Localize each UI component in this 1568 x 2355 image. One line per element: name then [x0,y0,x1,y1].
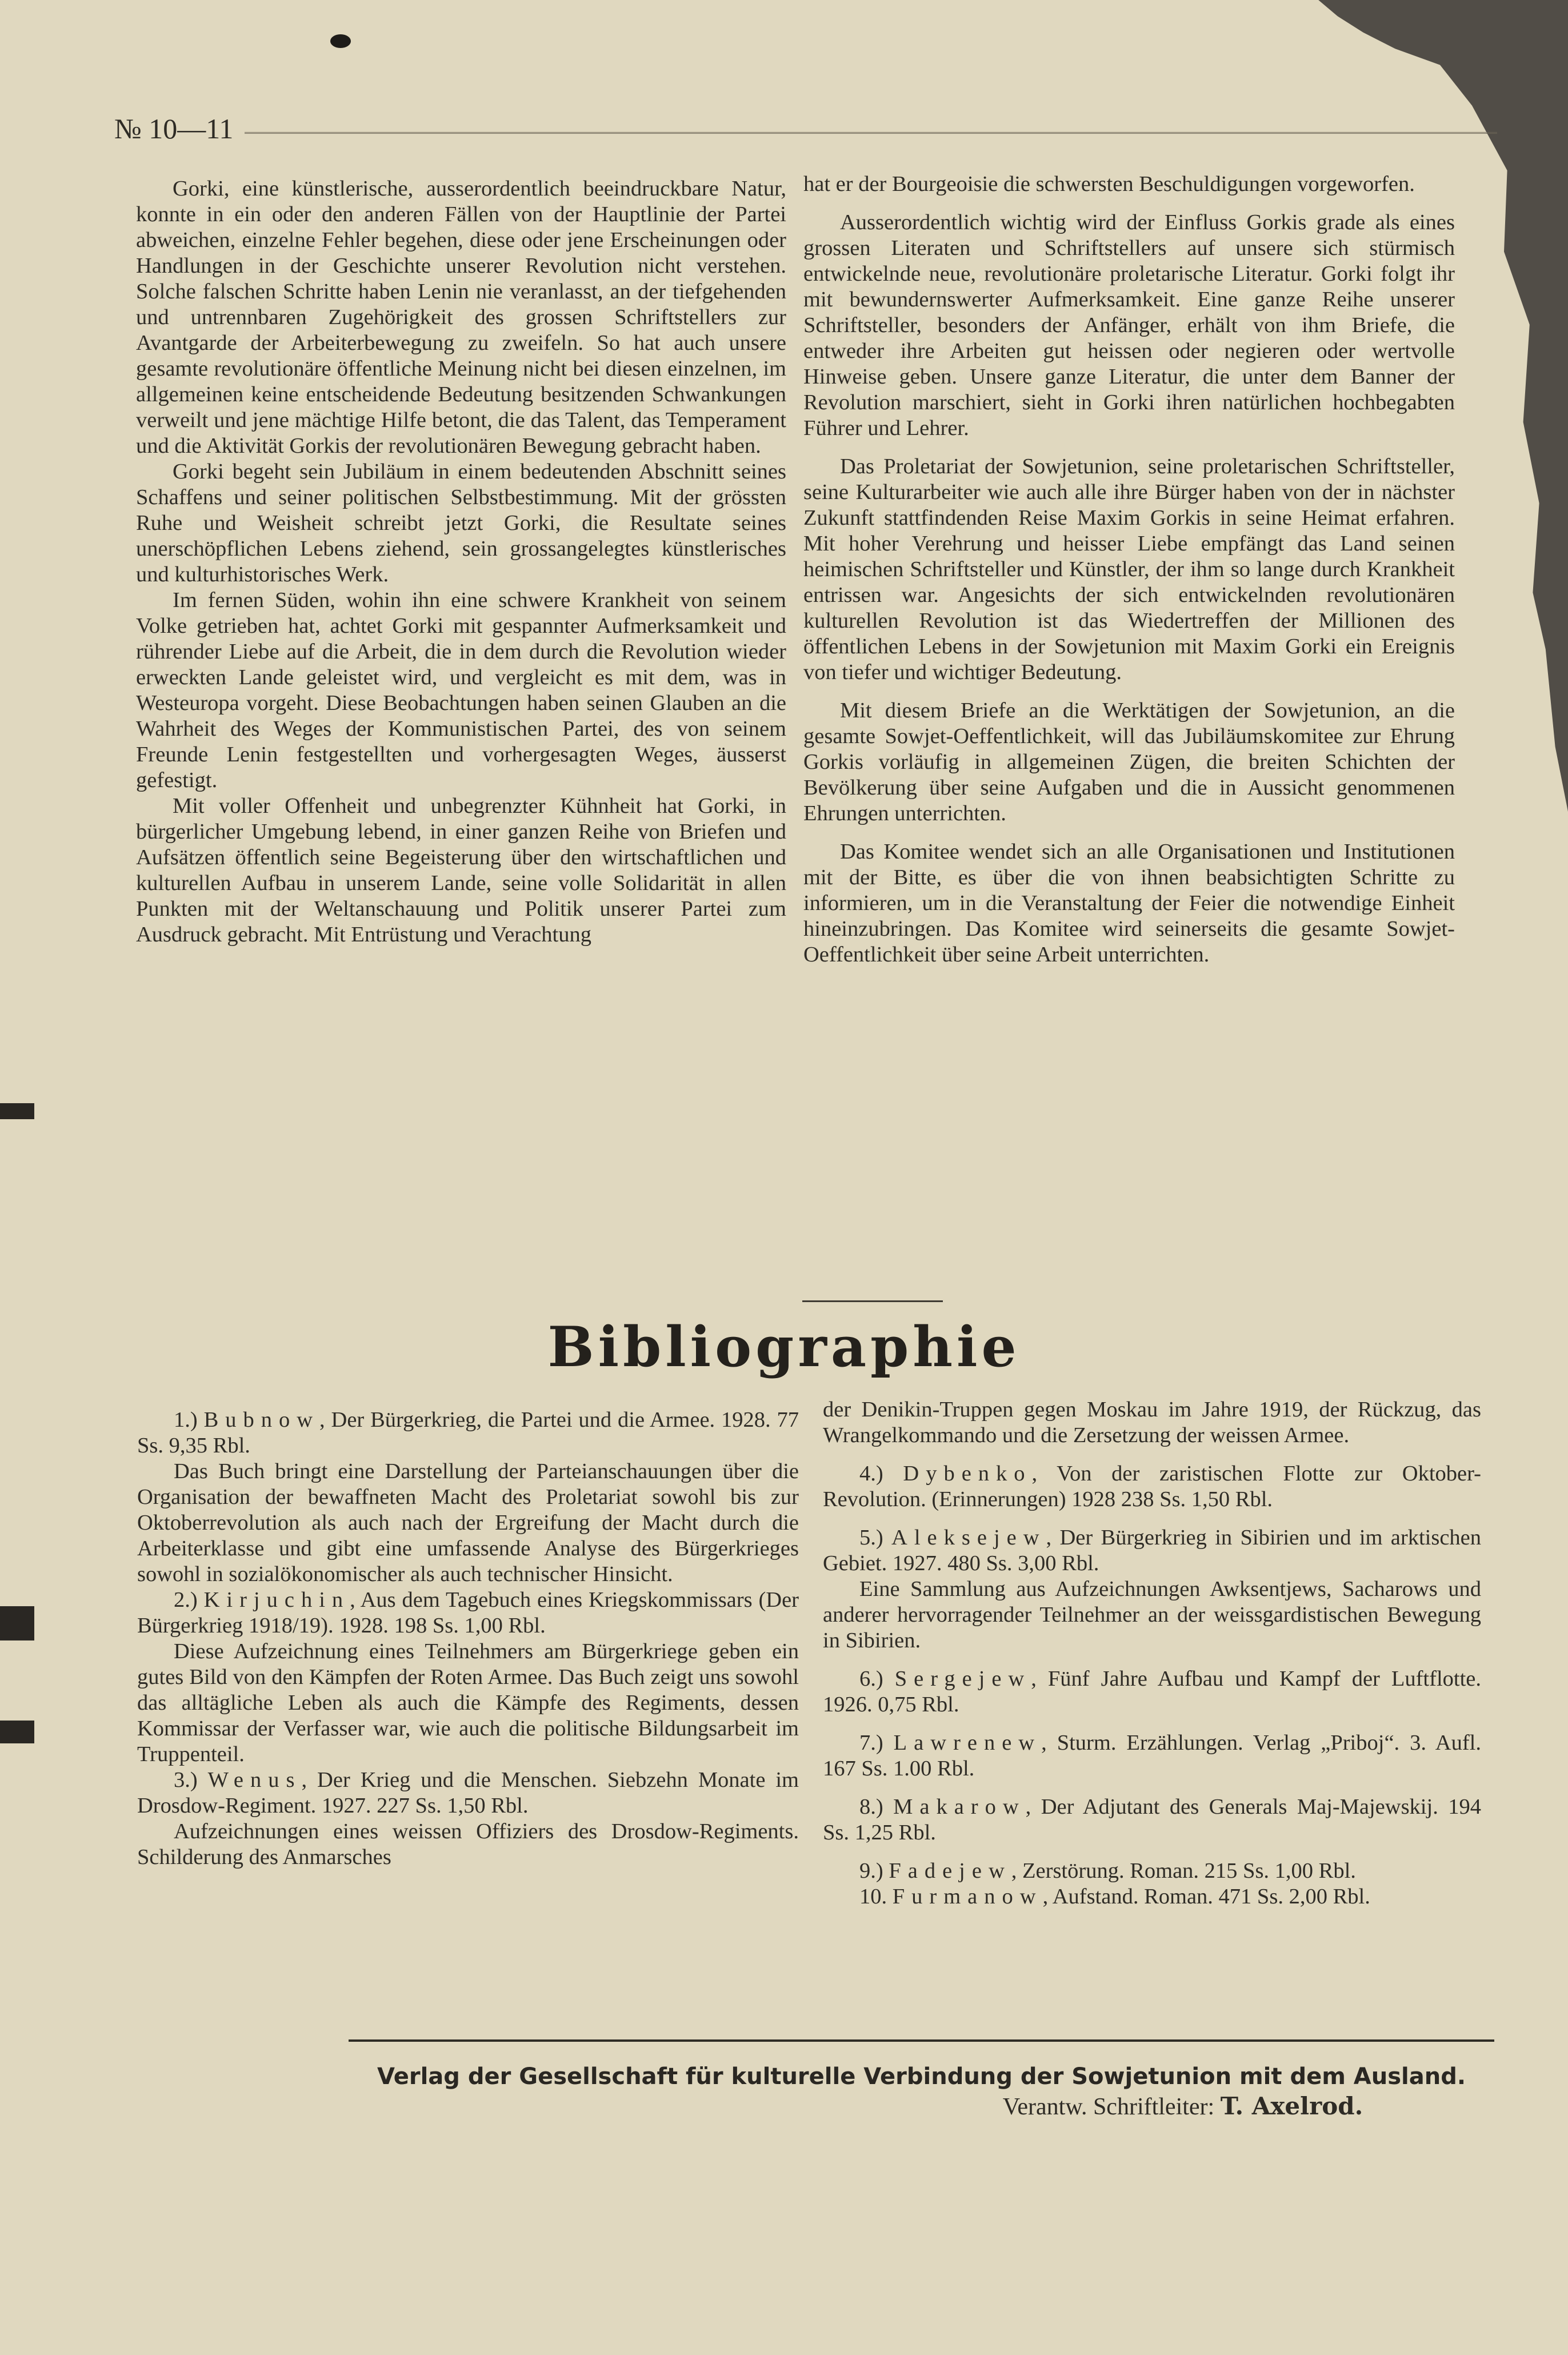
editor-line [880,2092,1486,2121]
article-paragraph: Im fernen Süden, wohin ihn eine schwere Krankheit von seinem Volke getrieben hat, achtet Gorki mit gespannter Aufmerksamkeit und rührender Liebe auf die Arbeit, die in dem durch die Revolution wieder erweckten Lande geleistet wird, und vergleicht es mit dem, was in Westeuropa vorgeht. Diese Beobachtungen haben seinen Glauben an die Wahrheit des Weges der Kommunistischen Partei, des von seinem Freunde Lenin festgestellten und vorhergesagten Weges, äusserst gefestigt. [136,588,786,792]
article-paragraph: Das Komitee wendet sich an alle Organisationen und Institutionen mit der Bitte, es über die von ihnen beabsichtigten Schritte zu informieren, um in die Veranstaltung der Feier die notwendige Einheit hineinzubringen. Das Komitee wird seinerseits die gesamte Sowjet-Oeffentlichkeit über seine Arbeit unterrichten. [803,840,1455,967]
footer-rule [349,2039,1494,2042]
entry-description: Eine Sammlung aus Aufzeichnungen Awksentjews, Sacharows und anderer hervorragender Teilnehmer an der weissgardistischen Bewegung in Sibirien. [823,1577,1481,1653]
entry-author: Dybenko [903,1462,1032,1486]
bibliography-right-column [823,1397,1481,1910]
article-paragraph: Das Proletariat der Sowjetunion, seine proletarischen Schriftsteller, seine Kulturarbeiter wie auch alle ihre Bürger haben von der in nächster Zukunft stattfindenden Reise Maxim Gorkis in seine Heimat erfahren. Mit hoher Verehrung und heisser Liebe empfängt das Land seinen heimischen Schriftsteller und Künstler, der ihm so lange durch Krankheit entrissen war. Angesichts der sich entwickelnden revolutionären kulturellen Revolution ist das Wiedertreffen der Millionen des öffentlichen Lebens in der Sowjetunion mit Maxim Gorki ein Ereignis von tiefer und wichtiger Bedeutung. [803,454,1455,684]
ink-spot [330,34,351,48]
entry-details: , Zerstörung. Roman. 215 Ss. 1,00 Rbl. [1011,1859,1356,1883]
bibliography-entry [137,1587,799,1639]
bibliography-entry [823,1666,1481,1718]
article-paragraph: hat er der Bourgeoisie die schwersten Beschuldigungen vorgeworfen. [803,172,1415,196]
entry-description: der Denikin-Truppen gegen Moskau im Jahre 1919, der Rückzug, das Wrangelkommando und die Zersetzung der weissen Armee. [823,1398,1481,1447]
bibliography-entry [137,1767,799,1819]
entry-number: 2.) [174,1588,198,1612]
article-left-column [136,176,786,948]
entry-number: 1.) [174,1408,198,1432]
entry-details: , Der Adjutant des Generals Maj-Majewskij. 194 Ss. 1,25 Rbl. [823,1795,1481,1845]
header-rule [245,132,1497,134]
entry-author: Lawrenew [893,1731,1042,1755]
bibliography-left-column [137,1407,799,1870]
issue-number: № 10—11 [114,113,234,145]
entry-number: 7.) [859,1731,883,1755]
entry-number: 10. [859,1885,887,1909]
bibliography-entry [823,1461,1481,1512]
bibliography-entry [823,1794,1481,1846]
entry-author: Fadejew [889,1859,1011,1883]
entry-author: Aleksejew [891,1526,1046,1550]
binding-mark [0,1721,34,1743]
entry-author: Furmanow [892,1885,1043,1909]
entry-details: , Sturm. Erzählungen. Verlag „Priboj“. 3. Aufl. 167 Ss. 1.00 Rbl. [823,1731,1481,1781]
entry-number: 9.) [859,1859,883,1883]
entry-author: Sergejew [894,1667,1031,1691]
entry-number: 3.) [174,1768,198,1792]
binding-mark [0,1606,34,1640]
entry-number: 4.) [859,1462,883,1486]
entry-author: Makarow [893,1795,1026,1819]
bibliography-title: Bibliographie [547,1315,1021,1379]
entry-details: , Von der zaristischen Flotte zur Oktober-Revolution. (Erinnerungen) 1928 238 Ss. 1,50 Rbl. [823,1462,1481,1511]
article-paragraph: Gorki, eine künstlerische, ausserordentlich beeindruckbare Natur, konnte in ein oder den anderen Fällen von der Hauptlinie der Partei abweichen, einzelne Fehler begehen, diese oder jene Erscheinungen oder Handlungen in der Geschichte unserer Revolution nicht verstehen. Solche falschen Schritte haben Lenin nie veranlasst, an der tiefgehenden und untrennbaren Zugehörigkeit des grossen Schriftstellers zur Avantgarde der Arbeiterbewegung zu zweifeln. So hat auch unsere gesamte revolutionäre öffentliche Meinung nicht bei diesen einzelnen, im allgemeinen keine entscheidende Bedeutung besitzenden Schwankungen verweilt und jene mächtige Hilfe betont, die das Talent, das Temperament und die Aktivität Gorkis der revolutionären Bewegung gebracht haben. [136,177,786,458]
binding-mark [0,1103,34,1119]
entry-details: , Der Krieg und die Menschen. Siebzehn Monate im Drosdow-Regiment. 1927. 227 Ss. 1,50 Rbl. [137,1768,799,1818]
editor-name: T. Axelrod. [1220,2092,1363,2120]
entry-description: Das Buch bringt eine Darstellung der Parteianschauungen über die Organisation der bewaffneten Macht des Proletariat sowohl bis zur Oktoberrevolution als auch nach der Ergreifung der Macht durch die Arbeiterklasse und gibt eine umfassende Analyse des Bürgerkrieges sowohl in sozialökonomischer als auch technischer Hinsicht. [137,1459,799,1586]
entry-details: , Aus dem Tagebuch eines Kriegskommissars (Der Bürgerkrieg 1918/19). 1928. 198 Ss. 1,00 Rbl. [137,1588,799,1638]
entry-details: , Fünf Jahre Aufbau und Kampf der Luftflotte. 1926. 0,75 Rbl. [823,1667,1482,1717]
publisher-line: Verlag der Gesellschaft für kulturelle Verbindung der Sowjetunion mit dem Ausland. [377,2063,1466,2090]
bibliography-entry [823,1525,1481,1576]
entry-details: , Der Bürgerkrieg in Sibirien und im arktischen Gebiet. 1927. 480 Ss. 3,00 Rbl. [823,1526,1482,1575]
page-header [114,109,1497,149]
entry-author: Kirjuchin [203,1588,350,1612]
article-paragraph: Mit voller Offenheit und unbegrenzter Kühnheit hat Gorki, in bürgerlicher Umgebung lebend, in einer ganzen Reihe von Briefen und Aufsätzen öffentlich seine Begeisterung über den wirtschaftlichen und kulturellen Aufbau in unserem Lande, seine volle Solidarität in allen Punkten mit der Weltanschauung und Politik unserer Partei zum Ausdruck gebracht. Mit Entrüstung und Verachtung [136,794,786,947]
entry-description: Aufzeichnungen eines weissen Offiziers des Drosdow-Regiments. Schilderung des Anmarsches [137,1819,799,1869]
article-paragraph: Ausserordentlich wichtig wird der Einfluss Gorkis grade als eines grossen Literaten und Schriftstellers auf unsere sich stürmisch entwickelnde neue, revolutionäre proletarische Literatur. Gorki folgt ihr mit bewundernswerter Aufmerksamkeit. Eine ganze Reihe unserer Schriftsteller, besonders der Anfänger, erhält von ihm Briefe, die entweder ihre Arbeiten gut heissen oder negieren oder wertvolle Hinweise geben. Unsere ganze Literatur, die unter dem Banner der Revolution marschiert, sieht in Gorki ihren natürlichen hochbegabten Führer und Lehrer. [803,210,1455,440]
article-paragraph: Mit diesem Briefe an die Werktätigen der Sowjetunion, an die gesamte Sowjet-Oeffentlichkeit, will das Jubiläumskomitee zur Ehrung Gorkis vorläufig in allgemeinen Zügen, die breiten Schichten der Bevölkerung über seine Aufgaben und die in Aussicht genommenen Ehrungen unterrichten. [803,698,1455,825]
bibliography-entry [823,1730,1481,1782]
entry-number: 6.) [859,1667,883,1691]
entry-author: Wenus [207,1768,302,1792]
entry-number: 5.) [859,1526,883,1550]
entry-description: Diese Aufzeichnung eines Teilnehmers am Bürgerkriege geben ein gutes Bild von den Kämpfen der Roten Armee. Das Buch zeigt uns sowohl das alltägliche Leben als auch die Kämpfe des Regiments, dessen Kommissar der Verfasser war, wie auch die politische Bildungsarbeit im Truppenteil. [137,1639,799,1766]
entry-author: Bubnow [203,1408,320,1432]
bibliography-entry [823,1884,1481,1910]
entry-number: 8.) [859,1795,883,1819]
bibliography-entry [137,1407,799,1459]
article-paragraph: Gorki begeht sein Jubiläum in einem bedeutenden Abschnitt seines Schaffens und seiner politischen Selbstbestimmung. Mit der grössten Ruhe und Weisheit schreibt jetzt Gorki, die Resultate seines unerschöpflichen Lebens ziehend, sein grossangelegtes künstlerisches und kulturhistorisches Werk. [136,460,786,586]
article-end-divider [802,1300,943,1302]
bibliography-entry [823,1858,1481,1884]
entry-details: , Der Bürgerkrieg, die Partei und die Armee. 1928. 77 Ss. 9,35 Rbl. [137,1408,799,1458]
entry-details: , Aufstand. Roman. 471 Ss. 2,00 Rbl. [1042,1885,1370,1909]
editor-label: Verantw. Schriftleiter: [1002,2094,1215,2120]
article-right-column [803,171,1455,968]
